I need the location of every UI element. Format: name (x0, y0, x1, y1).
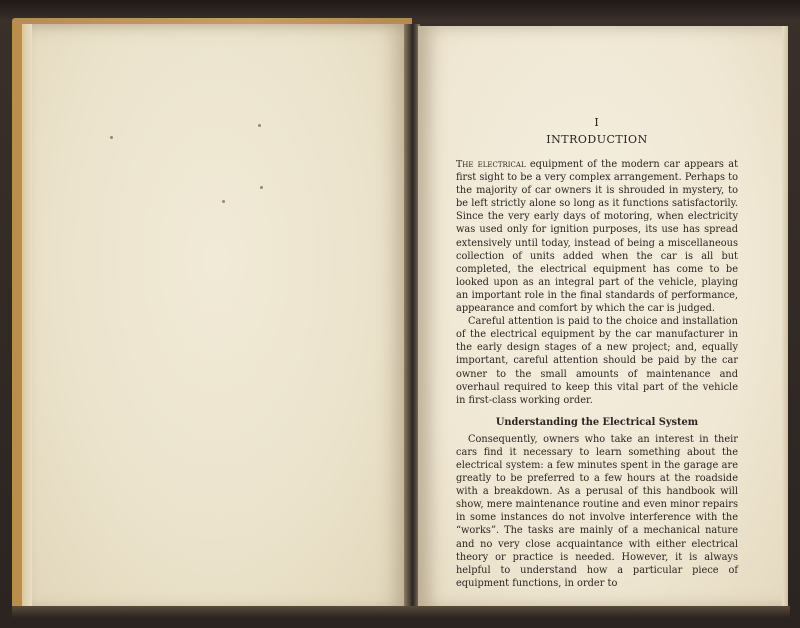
paragraph-1-lead: The electrical (456, 159, 526, 170)
paragraph-2: Careful attention is paid to the choice and installation of the electrical equipment by the car manufacturer in the early design stages of a new project; and, equally important, careful attention should be paid by the car owner to the small amounts of maintenance and overhaul required to keep this vital part of the vehicle in first-class working order. (456, 316, 738, 406)
paragraph-1-body: equipment of the modern car appears at first sight to be a very complex arrangement. Perhaps to the majority of car owners it is shrouded in mystery, to be left strictly alone so long as it functions satisfactorily. Since the very early days of motoring, when electricity was used only for ignition purposes, its use has spread extensively until today, instead of being a miscellaneous collection of units added when the car is all but completed, the electrical equipment has come to be looked upon as an integral part of the vehicle, playing an important role in the final standards of performance, appearance and comfort by which the car is judged. (456, 159, 739, 315)
paragraph-3: Consequently, owners who take an interest in their cars find it necessary to learn something about the electrical system: a few minutes spent in the garage are greatly to be preferred to a few hours at the roadside with a breakdown. As a perusal of this handbook will show, mere maintenance routine and even minor repairs in some instances do not involve interference with the “works”. The tasks are mainly of a mechanical nature and no very close acquaintance with either electrical theory or practice is needed. However, it is always helpful to understand how a particular piece of equipment functions, in order to (456, 433, 738, 589)
chapter-number: I (594, 116, 600, 129)
left-page-edge (22, 24, 32, 612)
right-page-fore-edge (782, 26, 788, 608)
book-cover-bottom-edge (12, 606, 790, 618)
paragraph-1 (456, 158, 738, 315)
paper-speck (260, 186, 263, 189)
paper-speck (110, 136, 113, 139)
chapter-title: INTRODUCTION (546, 133, 648, 146)
left-page-blank (22, 24, 410, 612)
paper-speck (258, 124, 261, 127)
section-heading: Understanding the Electrical System (495, 416, 699, 428)
right-page-text (456, 116, 738, 590)
paper-speck (222, 200, 225, 203)
